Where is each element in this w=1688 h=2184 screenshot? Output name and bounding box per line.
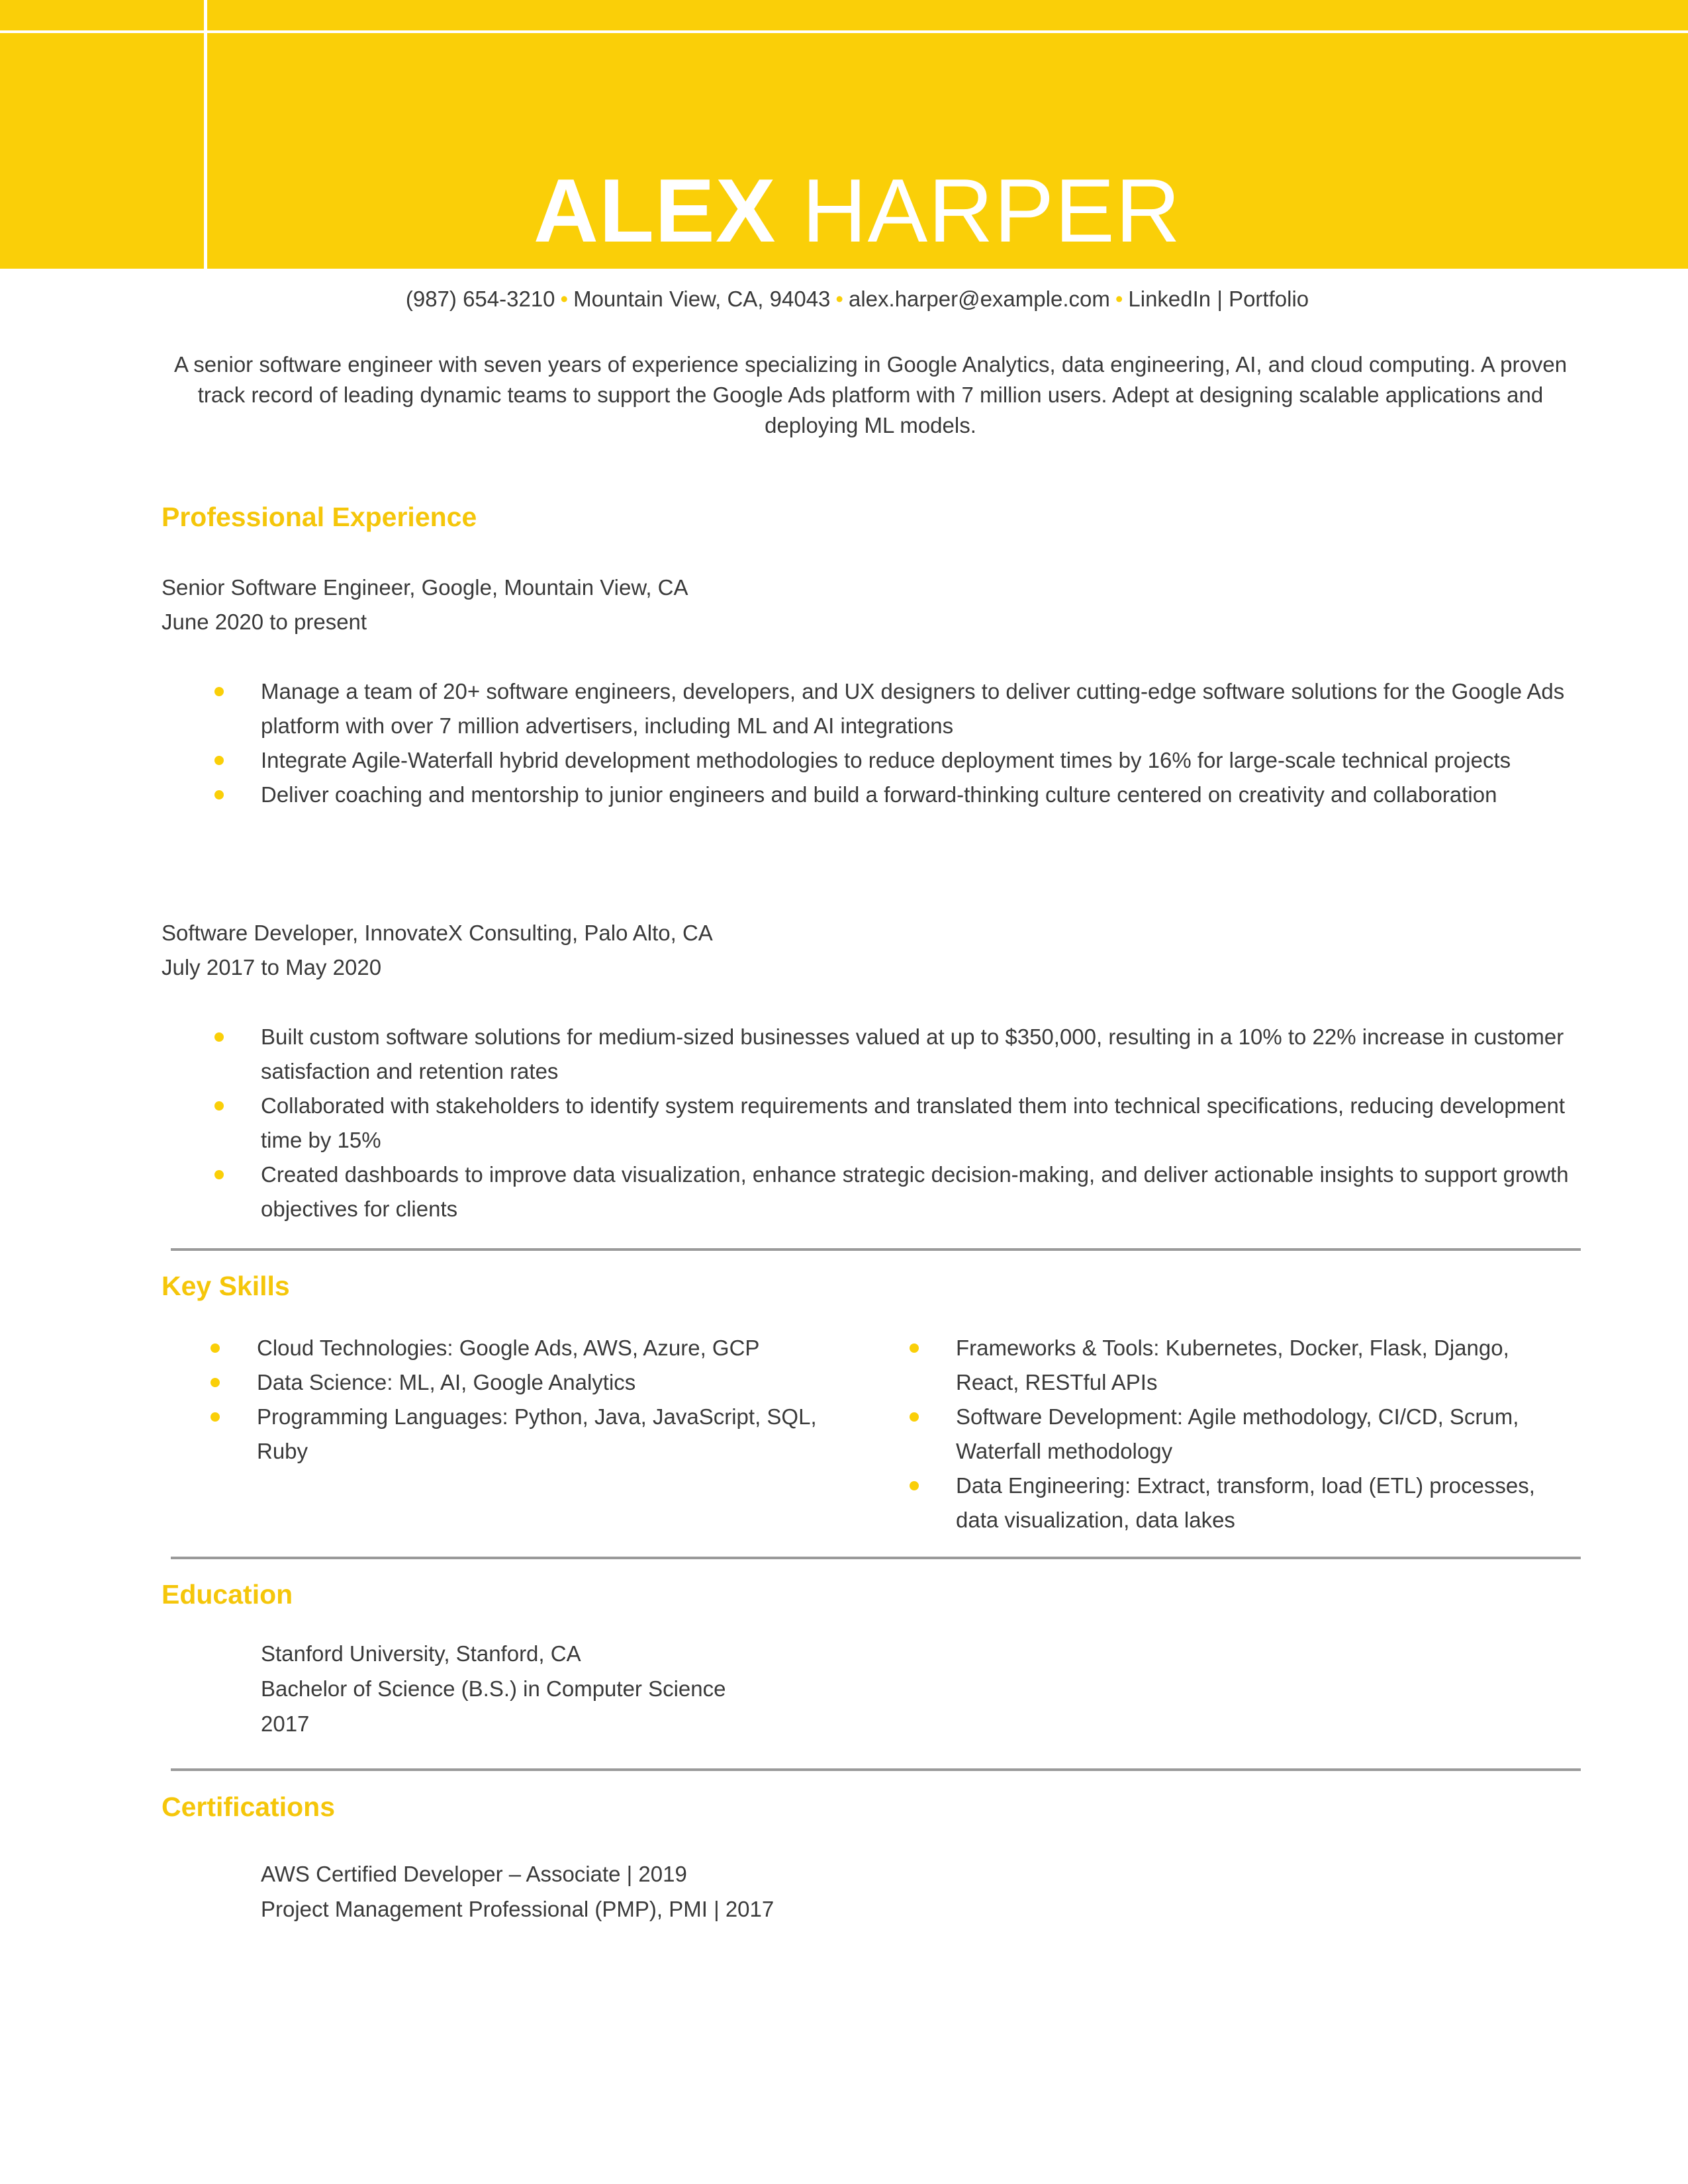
list-item bbox=[956, 1331, 1565, 1400]
list-item bbox=[261, 743, 1591, 778]
skills-list-left bbox=[257, 1331, 839, 1469]
education-school: Stanford University, Stanford, CA bbox=[261, 1641, 581, 1666]
list-item bbox=[261, 1020, 1591, 1089]
bullet-dot bbox=[214, 1032, 224, 1042]
job-dates: July 2017 to May 2020 bbox=[162, 955, 382, 979]
skills-list-right bbox=[956, 1331, 1565, 1537]
skill-text: Data Engineering: Extract, transform, load (ETL) processes, data visualization, data lakes bbox=[956, 1473, 1535, 1532]
bullet-text: Integrate Agile-Waterfall hybrid development methodologies to reduce deployment times by 16% for large-scale technical projects bbox=[261, 748, 1511, 772]
contact-separator: • bbox=[1115, 287, 1123, 311]
skill-text: Software Development: Agile methodology, CI/CD, Scrum, Waterfall methodology bbox=[956, 1404, 1519, 1463]
bullet-dot bbox=[214, 1101, 224, 1111]
section-heading-certifications: Certifications bbox=[162, 1792, 335, 1822]
section-divider bbox=[171, 1248, 1581, 1251]
job-bullets bbox=[261, 674, 1591, 812]
section-divider bbox=[171, 1557, 1581, 1559]
job-bullets bbox=[261, 1020, 1591, 1226]
list-item bbox=[261, 778, 1591, 812]
skill-text: Frameworks & Tools: Kubernetes, Docker, Flask, Django, React, RESTful APIs bbox=[956, 1336, 1509, 1394]
job-header bbox=[162, 916, 713, 985]
bullet-dot bbox=[214, 790, 224, 799]
certification-item: Project Management Professional (PMP), PMI | 2017 bbox=[261, 1897, 774, 1921]
list-item bbox=[257, 1400, 839, 1469]
section-divider bbox=[171, 1768, 1581, 1771]
bullet-dot bbox=[211, 1343, 220, 1353]
professional-summary: A senior software engineer with seven years of experience specializing in Google Analytics, data engineering, AI, and cloud computing. A proven track record of leading dynamic teams to support the Google Ads platform with 7 million users. Adept at designing scalable applications and deploying ML models. bbox=[173, 352, 1568, 437]
bullet-dot bbox=[910, 1412, 919, 1422]
education-year: 2017 bbox=[261, 1711, 310, 1736]
job-title: Software Developer, InnovateX Consulting, Palo Alto, CA bbox=[162, 921, 713, 945]
bullet-text: Created dashboards to improve data visualization, enhance strategic decision-making, and deliver actionable insights to support growth objectives for clients bbox=[261, 1162, 1569, 1221]
list-item bbox=[956, 1469, 1565, 1537]
bullet-dot bbox=[211, 1412, 220, 1422]
bullet-dot bbox=[910, 1343, 919, 1353]
bullet-text: Built custom software solutions for medium-sized businesses valued at up to $350,000, resulting in a 10% to 22% increase in customer satisfaction and retention rates bbox=[261, 1024, 1564, 1083]
bullet-dot bbox=[214, 756, 224, 765]
job-dates: June 2020 to present bbox=[162, 610, 367, 634]
education-degree: Bachelor of Science (B.S.) in Computer Science bbox=[261, 1676, 726, 1701]
contact-separator: • bbox=[835, 287, 843, 311]
skill-text: Programming Languages: Python, Java, JavaScript, SQL, Ruby bbox=[257, 1404, 817, 1463]
list-item bbox=[261, 1158, 1591, 1226]
bullet-dot bbox=[214, 687, 224, 696]
contact-phone: (987) 654-3210 bbox=[405, 287, 555, 311]
contact-email[interactable]: alex.harper@example.com bbox=[848, 287, 1110, 311]
header-divider-horizontal bbox=[0, 30, 1688, 33]
list-item bbox=[956, 1400, 1565, 1469]
bullet-text: Deliver coaching and mentorship to junior engineers and build a forward-thinking culture centered on creativity and collaboration bbox=[261, 782, 1497, 807]
job-header bbox=[162, 570, 688, 639]
contact-links[interactable]: LinkedIn | Portfolio bbox=[1128, 287, 1309, 311]
skill-text: Data Science: ML, AI, Google Analytics bbox=[257, 1370, 636, 1394]
skill-text: Cloud Technologies: Google Ads, AWS, Azure, GCP bbox=[257, 1336, 760, 1360]
bullet-dot bbox=[214, 1170, 224, 1179]
list-item bbox=[261, 1089, 1591, 1158]
bullet-dot bbox=[910, 1481, 919, 1490]
section-heading-experience: Professional Experience bbox=[162, 502, 477, 532]
header-band bbox=[0, 0, 1688, 269]
bullet-text: Collaborated with stakeholders to identify system requirements and translated them into technical specifications, reducing development time by 15% bbox=[261, 1093, 1566, 1152]
education-block bbox=[261, 1636, 726, 1741]
last-name: HARPER bbox=[802, 160, 1182, 261]
section-heading-education: Education bbox=[162, 1579, 293, 1610]
first-name: ALEX bbox=[533, 160, 776, 261]
certification-item: AWS Certified Developer – Associate | 2019 bbox=[261, 1862, 687, 1886]
list-item bbox=[257, 1331, 839, 1365]
certifications-block bbox=[261, 1856, 774, 1927]
contact-separator: • bbox=[560, 287, 569, 311]
contact-location: Mountain View, CA, 94043 bbox=[573, 287, 831, 311]
job-title: Senior Software Engineer, Google, Mountain View, CA bbox=[162, 575, 688, 600]
bullet-text: Manage a team of 20+ software engineers, developers, and UX designers to deliver cutting-edge software solutions for the Google Ads platform with over 7 million advertisers, including ML and AI integrations bbox=[261, 679, 1565, 738]
bullet-dot bbox=[211, 1378, 220, 1387]
contact-line bbox=[0, 283, 1688, 315]
section-heading-skills: Key Skills bbox=[162, 1271, 290, 1301]
candidate-name bbox=[0, 158, 1688, 263]
list-item bbox=[257, 1365, 839, 1400]
list-item bbox=[261, 674, 1591, 743]
